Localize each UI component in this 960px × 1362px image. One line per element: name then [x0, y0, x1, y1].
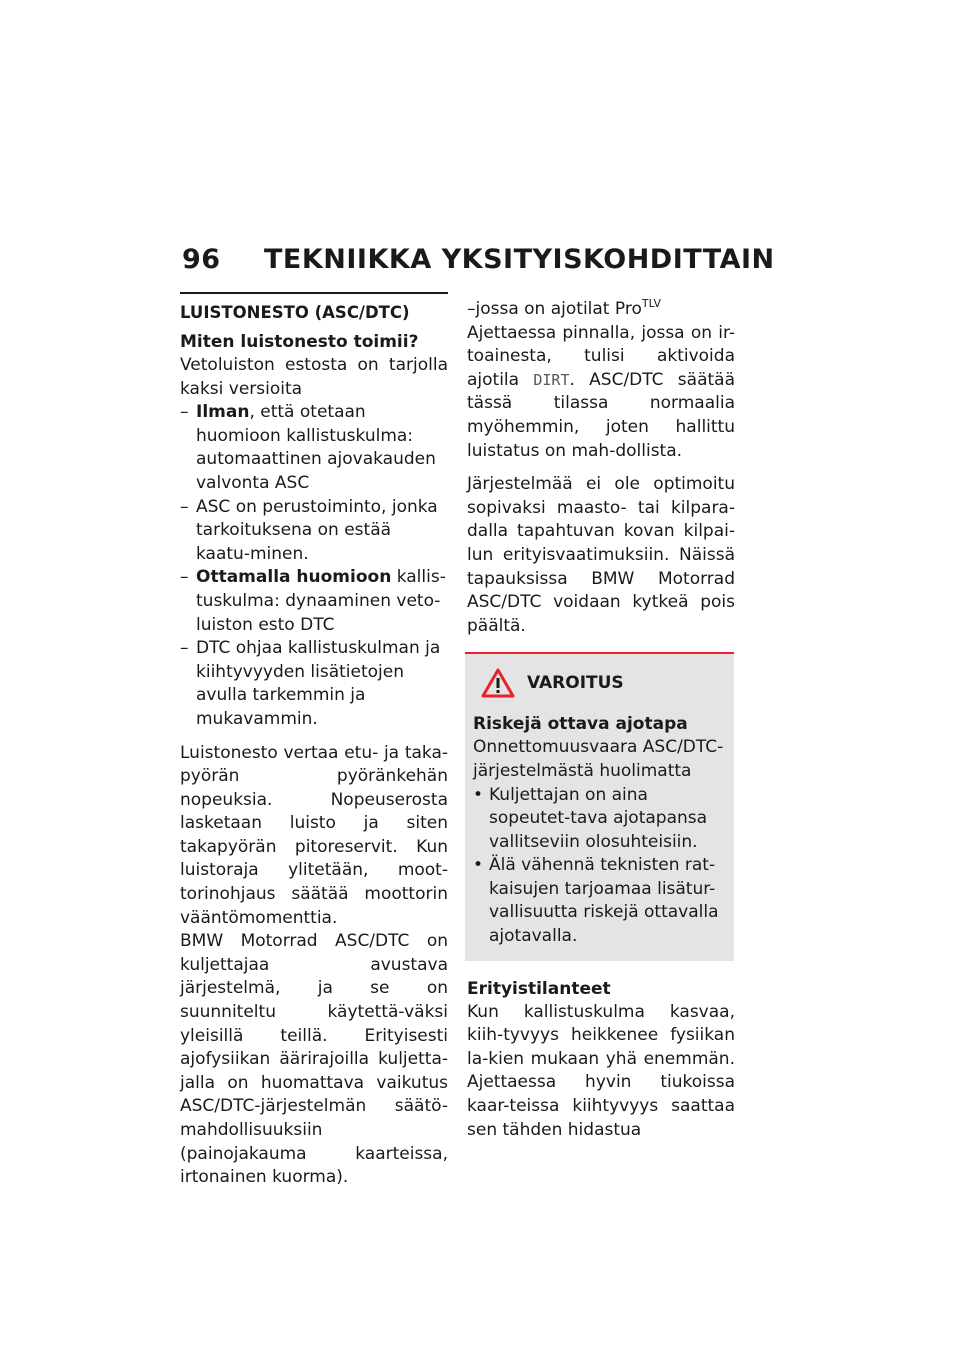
item-bold: Ilman [196, 402, 250, 423]
item-text: DTC ohjaa kallistuskulman ja kiihtyvyyden lisätietojen avulla tarkemmin ja mukavammin. [196, 638, 441, 729]
warning-triangle-icon [481, 668, 515, 698]
warning-title: VAROITUS [527, 673, 624, 694]
version-list [180, 401, 448, 731]
bullet-marker: • [473, 855, 484, 876]
body-paragraph [467, 292, 735, 463]
subheading: Erityistilanteet [467, 978, 611, 999]
list-item [180, 566, 448, 637]
list-item [180, 401, 448, 495]
list-item [180, 637, 448, 731]
body-paragraph: Järjestelmää ei ole optimoitu sopivaksi maasto- tai kilpara-dalla tapahtuvan kovan kilpai-lun erityisvaatimuksiin. Näissä tapauksissa BMW Motorrad ASC/DTC voidaan kytkeä pois päältä. [467, 474, 735, 636]
page-header [182, 244, 775, 275]
superscript: TLV [641, 297, 662, 310]
item-text: kallis-tuskulma: dynaaminen veto-luiston esto DTC [196, 567, 446, 635]
list-item [180, 496, 448, 567]
item-text: , että otetaan huomioon kallistuskulma: automaattinen ajovakauden valvonta ASC [196, 402, 436, 493]
dash-marker: – [180, 402, 189, 423]
subheading: Miten luistonesto toimii? [180, 332, 419, 352]
dash-marker: – [180, 638, 189, 659]
right-column [467, 292, 735, 1142]
section-rule [180, 292, 448, 294]
warning-subheading: Riskejä ottava ajotapa [473, 714, 688, 735]
dash-marker: – [180, 567, 189, 588]
paragraph-text: –jossa on ajotilat Pro [467, 299, 642, 319]
body-paragraph: BMW Motorrad ASC/DTC on kuljettajaa avustava järjestelmä, ja se on suunniteltu käytettä-väksi yleisillä teillä. Erityisesti ajofysiikan äärirajoilla kuljetta-jalla on huomattava vaikutus ASC/DTC-järjestelmän säätö-mahdollisuuksiin (painojakauma kaarteissa, irtonainen kuorma). [180, 931, 448, 1188]
dash-marker: – [180, 496, 189, 517]
section-title: LUISTONESTO (ASC/DTC) [180, 303, 410, 322]
intro-text: Vetoluiston estosta on tarjolla kaksi versioita [180, 355, 448, 399]
body-paragraph: Kun kallistuskulma kasvaa, kiih-tyvyys heikkenee fysiikan la-kien mukaan yhä enemmän. Ajettaessa hyvin tiukoissa kaar-teissa kiihtyvyys saattaa sen tähden hidastua [467, 1001, 735, 1140]
list-item [473, 784, 726, 855]
bullet-marker: • [473, 784, 484, 805]
paragraph-text: Ajettaessa pinnalla, jossa on ir-toainesta, tulisi aktivoida ajotila [467, 322, 735, 390]
body-paragraph: Luistonesto vertaa etu- ja taka-pyörän pyöränkehän nopeuksia. Nopeuserosta lasketaan luisto ja siten takapyörän pitoreservit. Kun luistoraja ylitetään, moot-torinohjaus säätää moottorin vääntömomenttia. [180, 742, 448, 928]
chapter-title: TEKNIIKKA YKSITYISKOHDITTAIN [264, 244, 775, 275]
item-text: Kuljettajan on aina sopeutet-tava ajotapansa vallitseviin olosuhteisiin. [489, 784, 708, 852]
warning-box [465, 652, 734, 960]
item-text: ASC on perustoiminto, jonka tarkoituksena on estää kaatu-minen. [196, 496, 438, 564]
warning-bullets [473, 784, 726, 949]
mode-name: DIRT [533, 370, 570, 389]
item-bold: Ottamalla huomioon [196, 567, 392, 588]
warning-header [481, 668, 726, 698]
item-text: Älä vähennä teknisten rat-kaisujen tarjoamaa lisätur-vallisuutta riskejä ottavalla ajotavalla. [489, 855, 719, 947]
left-column [180, 292, 448, 1190]
paragraph-text: . ASC/DTC säätää tässä tilassa normaalia myöhemmin, joten hallittu luistatus on mah-dollista. [467, 369, 735, 461]
warning-text: Onnettomuusvaara ASC/DTC-järjestelmästä huolimatta [473, 737, 724, 781]
page-number: 96 [182, 244, 221, 275]
list-item [473, 854, 726, 948]
